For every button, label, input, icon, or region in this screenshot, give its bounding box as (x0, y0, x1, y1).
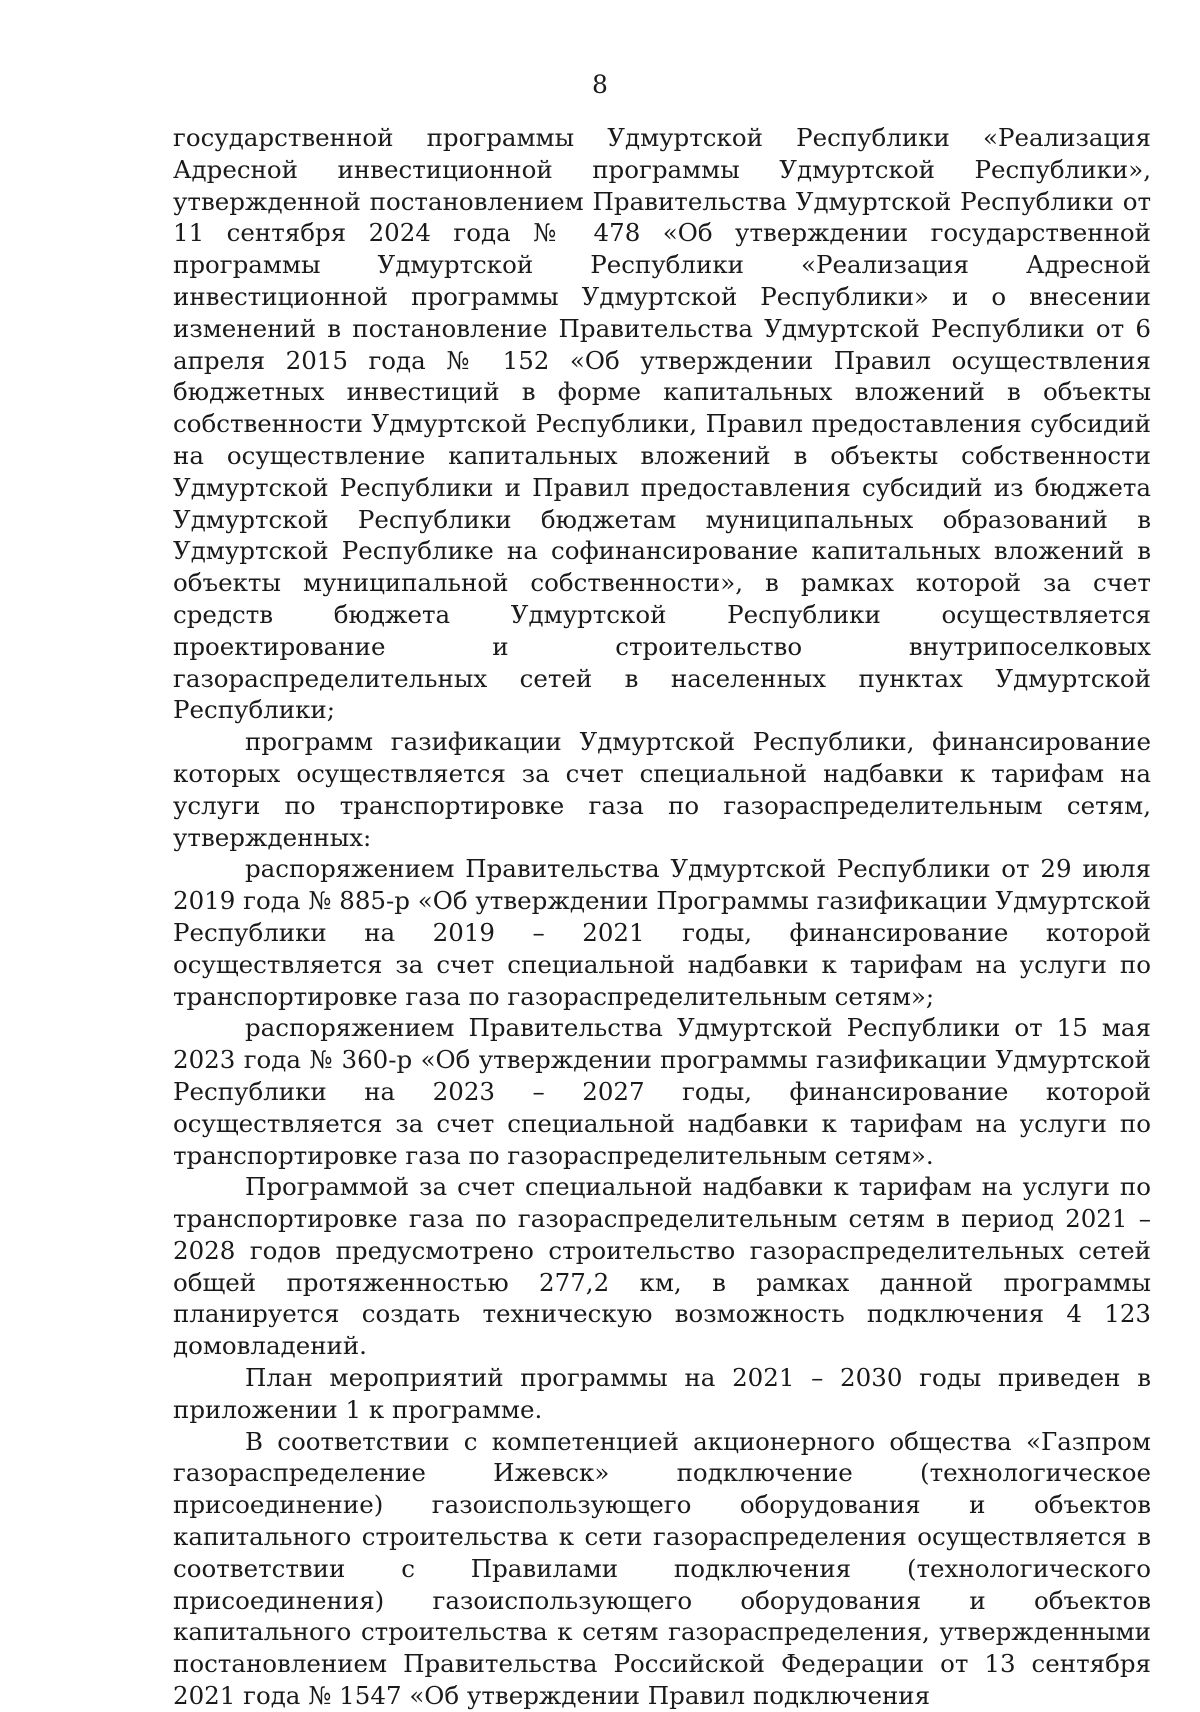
paragraph-continuation: государственной программы Удмуртской Республики «Реализация Адресной инвестиционной программы Удмуртской Республики», утвержденной постановлением Правительства Удмуртской Республики от 11 сентября 2024 года № 478 «Об утверждении государственной программы Удмуртской Республики «Реализация Адресной инвестиционной программы Удмуртской Республики» и о внесении изменений в постановление Правительства Удмуртской Республики от 6 апреля 2015 года № 152 «Об утверждении Правил осуществления бюджетных инвестиций в форме капитальных вложений в объекты собственности Удмуртской Республики, Правил предоставления субсидий на осуществление капитальных вложений в объекты собственности Удмуртской Республики и Правил предоставления субсидий из бюджета Удмуртской Республики бюджетам муниципальных образований в Удмуртской Республике на софинансирование капитальных вложений в объекты муниципальной собственности», в рамках которой за счет средств бюджета Удмуртской Республики осуществляется проектирование и строительство внутрипоселковых газораспределительных сетей в населенных пунктах Удмуртской Республики; (173, 123, 1151, 725)
paragraph-order-360: распоряжением Правительства Удмуртской Республики от 15 мая 2023 года № 360-р «Об утверждении программы газификации Удмуртской Республики на 2023 – 2027 годы, финансирование которой осуществляется за счет специальной надбавки к тарифам на услуги по транспортировке газа по газораспределительным сетям». (173, 1013, 1151, 1170)
paragraph-order-885: распоряжением Правительства Удмуртской Республики от 29 июля 2019 года № 885-р «Об утверждении Программы газификации Удмуртской Республики на 2019 – 2021 годы, финансирование которой осуществляется за счет специальной надбавки к тарифам на услуги по транспортировке газа по газораспределительным сетям»; (173, 854, 1151, 1011)
paragraph-connection-rules: В соответствии с компетенцией акционерного общества «Газпром газораспределение Ижевск» подключение (технологическое присоединение) газоиспользующего оборудования и объектов капитального строительства к сети газораспределения осуществляется в соответствии с Правилами подключения (технологического присоединения) газоиспользующего оборудования и объектов капитального строительства к сетям газораспределения, утвержденными постановлением Правительства Российской Федерации от 13 сентября 2021 года № 1547 «Об утверждении Правил подключения (173, 1426, 1151, 1711)
document-body (173, 122, 1151, 1712)
paragraph-action-plan: План мероприятий программы на 2021 – 2030 годы приведен в приложении 1 к программе. (173, 1363, 1151, 1424)
page-number: 8 (592, 70, 608, 99)
paragraph-program-scope: Программой за счет специальной надбавки к тарифам на услуги по транспортировке газа по газораспределительным сетям в период 2021 – 2028 годов предусмотрено строительство газораспределительных сетей общей протяженностью 277,2 км, в рамках данной программы планируется создать техническую возможность подключения 4 123 домовладений. (173, 1172, 1151, 1361)
paragraph-gasification-programs: программ газификации Удмуртской Республики, финансирование которых осуществляется за счет специальной надбавки к тарифам на услуги по транспортировке газа по газораспределительным сетям, утвержденных: (173, 727, 1151, 852)
